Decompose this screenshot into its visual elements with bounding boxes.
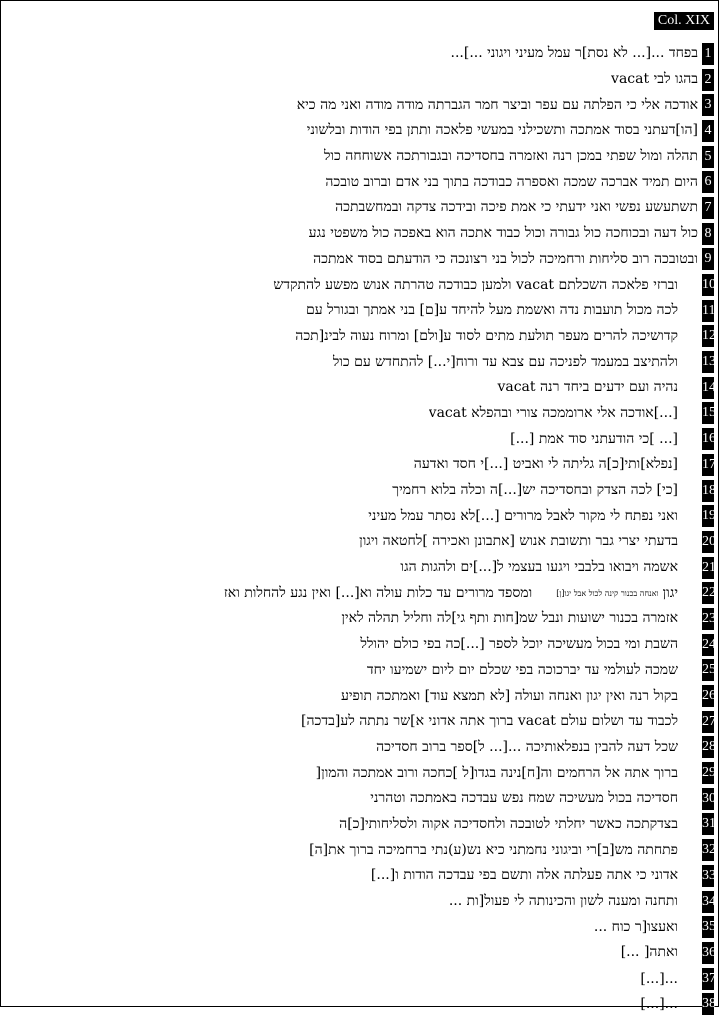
- line-text: vacat אודכה אלי ארוממכה צורי ובהפלא[...]: [428, 404, 678, 421]
- line-text: כול דעה ובכוחכה כול גבורה וכול כבוד אתכה הוא באפכה כול משפטי נגע: [308, 225, 698, 242]
- text-line: [1, 41, 714, 67]
- text-line: [1, 529, 714, 555]
- line-text: ומספד מרורים עד כלות עולה וא[...] ואין נגע להחלות ואז: [223, 584, 533, 601]
- line-text: נהיה ועם ידעים ביחד רנה vacat: [497, 379, 678, 396]
- line-number: 26: [702, 685, 714, 707]
- line-number: 22: [702, 582, 714, 604]
- line-text: בצדקתכה כאשר יחלתי לטובכה ולחסדיכה אקוה ולסליחותי[כ]ה: [339, 815, 678, 832]
- text-line: [1, 426, 714, 452]
- line-text: לכבוד עד ושלום עולם vacat ברוך אתה אדוני א]שר נתתה לע[בדכה]: [301, 713, 678, 730]
- line-text: ואתה[ ...]: [620, 944, 678, 961]
- text-line: [1, 786, 714, 812]
- line-text: [...]...: [640, 996, 678, 1013]
- line-number: 38: [702, 993, 714, 1015]
- text-line: [1, 195, 714, 221]
- line-text: [נפלא]ותי[כ]ה גליתה לי ואביט [...]י חסד ואדעה: [413, 456, 678, 473]
- line-number: 33: [702, 865, 714, 887]
- line-number: 18: [702, 480, 714, 502]
- line-number: 6: [702, 171, 714, 193]
- line-number: 3: [702, 94, 714, 116]
- line-number: 1: [702, 43, 714, 65]
- line-number: 5: [702, 146, 714, 168]
- line-text: אודכה אלי כי הפלתה עם עפר וביצר חמר הגברתה מודה מודה ואני מה כיא: [296, 96, 698, 113]
- line-number: 32: [702, 839, 714, 861]
- line-text: ותחנה ומענה לשון והכינותה לי פעול[ות ...: [448, 893, 678, 910]
- line-number: 9: [702, 248, 714, 270]
- line-text: [כי] לכה הצדק ובחסדיכה יש[...]ה וכלה בלוא רחמיך: [392, 482, 678, 499]
- text-line: [1, 940, 714, 966]
- line-text: פתחתה מש[ב]רי וביגוני נחמתני כיא נש(ע)נתי ברחמיכה ברוך את[ה]: [309, 841, 678, 858]
- line-text: השבת ומי בכול מעשיכה יוכל לספר [...]כה בפי כולם יהולל: [360, 636, 678, 653]
- text-line: [1, 658, 714, 684]
- text-line: [1, 452, 714, 478]
- text-line: [1, 709, 714, 735]
- line-text: ברוך אתה אל הרחמים וה[ח]נינה בגדו[ל ]כחכה ורוב אמתכה והמון[: [315, 764, 678, 781]
- text-line: [1, 324, 714, 350]
- line-text: שכל דעה להבין בנפלאותיכה ...[... ל]ספר ברוב חסדיכה: [376, 738, 678, 755]
- text-line: [1, 169, 714, 195]
- line-text: וברזי פלאכה השכלתם vacat ולמען כבודכה טהרתה אנוש מפשע להתקדש: [273, 276, 678, 293]
- text-line: [1, 478, 714, 504]
- line-number: 24: [702, 634, 714, 656]
- line-text: ובטובכה רוב סליחות ורחמיכה לכול בני רצונכה כי הודעתם בסוד אמתכה: [313, 250, 698, 267]
- line-number: 7: [702, 197, 714, 219]
- line-text: [הו]דעתני בסוד אמתכה ותשכילני במעשי פלאכה ותתן בפי הודות ובלשוני: [306, 122, 698, 139]
- text-line: [1, 555, 714, 581]
- line-text: אזמרה בכנור ישועות ונבל שמ[חות ותף גי]לה וחליל תהלה לאין: [341, 610, 678, 627]
- text-lines: [1, 41, 714, 1017]
- text-line: [1, 503, 714, 529]
- line-text: ולהתיצב במעמד לפניכה עם צבא עד ורוח[י...] להתחדש עם כול: [332, 353, 678, 370]
- text-line: [1, 812, 714, 838]
- line-text: היום תמיד אברכה שמכה ואספרה כבודכה בתוך בני אדם וברוב טובכה: [325, 173, 698, 190]
- line-text: בקול רנה ואין יגון ואנחה ועולה [לא תמצא עוד] ואמתכה תופיע: [340, 687, 678, 704]
- line-text: ואני נפתח לי מקור לאבל מרורים [...]לא נסתר עמל מעיני: [368, 507, 678, 524]
- line-number: 21: [702, 557, 714, 579]
- line-number: 34: [702, 891, 714, 913]
- text-line: [1, 863, 714, 889]
- line-number: 10: [702, 274, 714, 296]
- text-line: [1, 966, 714, 992]
- line-number: 16: [702, 428, 714, 450]
- line-number: 8: [702, 223, 714, 245]
- text-line: [1, 735, 714, 761]
- text-line: [1, 837, 714, 863]
- line-number: 28: [702, 736, 714, 758]
- text-line: [1, 991, 714, 1017]
- line-number: 14: [702, 377, 714, 399]
- line-number: 31: [702, 813, 714, 835]
- text-line: [1, 118, 714, 144]
- line-number: 2: [702, 69, 714, 91]
- text-line: [1, 349, 714, 375]
- text-line: [1, 889, 714, 915]
- line-number: 23: [702, 608, 714, 630]
- text-line: [1, 760, 714, 786]
- line-number: 12: [702, 325, 714, 347]
- line-number: 15: [702, 402, 714, 424]
- line-number: 35: [702, 916, 714, 938]
- line-number: 30: [702, 788, 714, 810]
- text-line: [1, 67, 714, 93]
- line-text: בדעתי יצרי גבר ותשובת אנוש [אתבונן ואכירה ]לחטאה ויגון: [359, 533, 678, 550]
- text-line: [1, 298, 714, 324]
- line-text: תשתעשע נפשי ואני ידעתי כי אמת פיכה ובידכה צדקה ובמחשבתכה: [335, 199, 698, 216]
- text-line: [1, 247, 714, 273]
- interlinear-note: ואנחה בכנור קינה לכול אבל יגו[ן]: [556, 588, 659, 598]
- text-line: [1, 375, 714, 401]
- text-line: [1, 606, 714, 632]
- line-number: 13: [702, 351, 714, 373]
- line-text: אדוני כי אתה פעלתה אלה ותשם בפי עבדכה הודות ו[...]: [370, 867, 678, 884]
- line-number: 20: [702, 531, 714, 553]
- line-number: 11: [702, 300, 714, 322]
- text-line: [1, 683, 714, 709]
- line-number: 25: [702, 659, 714, 681]
- column-label: Col. XIX: [654, 12, 714, 30]
- line-text: אשמה ויבואו בלבבי ויגעו בעצמי ל[...]ים ולהגות הגו: [400, 559, 678, 576]
- line-number: 29: [702, 762, 714, 784]
- line-text: תהלה ומול שפתי במכן רנה ואזמרה בחסדיכה ובגבורתכה אשוחחה כול: [323, 148, 698, 165]
- line-number: 17: [702, 454, 714, 476]
- line-number: 4: [702, 120, 714, 142]
- text-line: [1, 221, 714, 247]
- line-text: בפחד ...[... לא נסת]ר עמל מעיני ויגוני ...]...: [450, 45, 698, 62]
- line-number: 19: [702, 505, 714, 527]
- line-text: לכה מכול תועבות נדה ואשמת מעל להיחד ע[ם] בני אמתך ובגורל עם: [306, 302, 678, 319]
- line-text: חסדיכה בכול מעשיכה שמח נפש עבדכה באמתכה וטהרני: [370, 790, 678, 807]
- line-text: יגון: [662, 584, 678, 601]
- line-number: 36: [702, 942, 714, 964]
- text-line: [1, 401, 714, 427]
- text-line: [1, 914, 714, 940]
- line-text: שמכה לעולמי עד יברכוכה בפי שכלם יום ליום ישמיעו יחד: [366, 661, 678, 678]
- text-line: [1, 272, 714, 298]
- line-number: 37: [702, 968, 714, 990]
- line-text: בהגו לבי vacat: [611, 71, 698, 88]
- text-line: [1, 632, 714, 658]
- text-line: [1, 92, 714, 118]
- line-text: [...]...: [640, 970, 678, 987]
- text-line: [1, 144, 714, 170]
- line-text: [... ]כי הודעתני סוד אמת [...]: [510, 430, 678, 447]
- text-line: [1, 580, 714, 606]
- line-text: ואעצו[ר כוח ...: [593, 918, 678, 935]
- line-number: 27: [702, 711, 714, 733]
- line-text: קדושיכה להרים מעפר תולעת מתים לסוד ע[ולם] ומרוח נעוה לבינ[תכה: [295, 327, 678, 344]
